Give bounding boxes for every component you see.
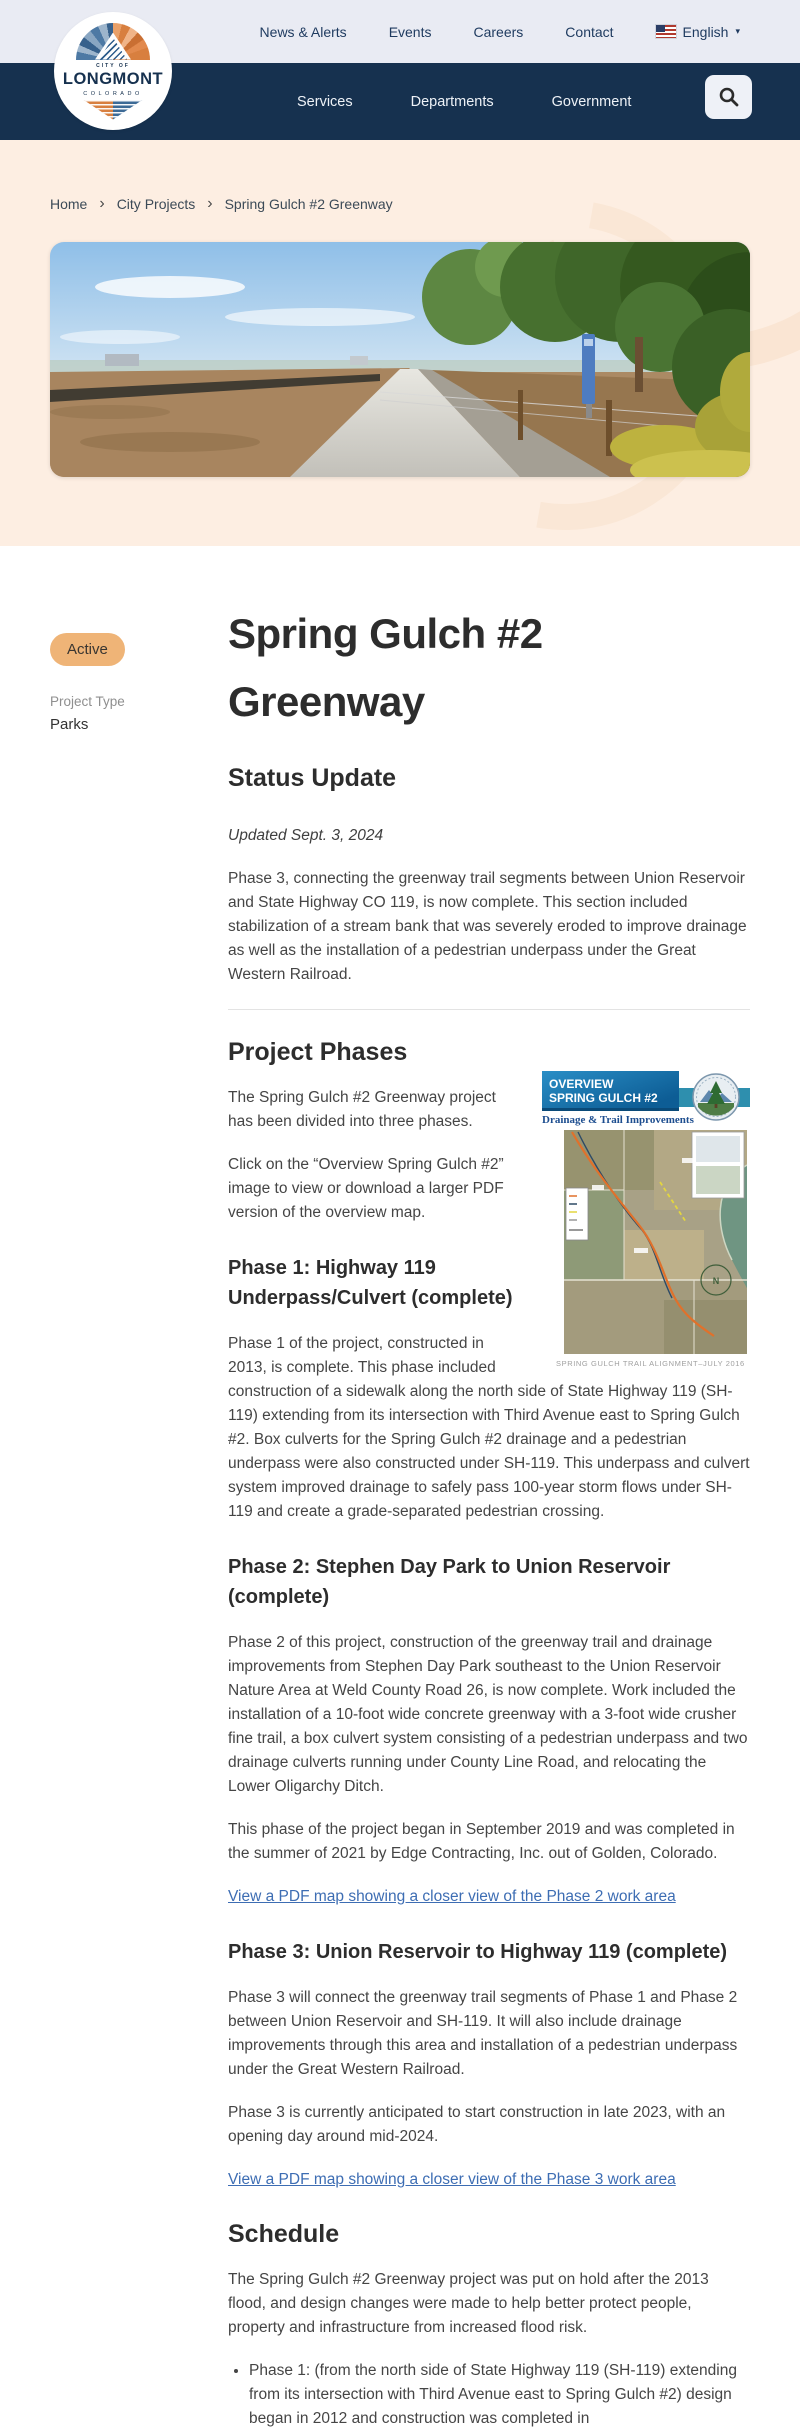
phase1-heading: Phase 1: Highway 119 Underpass/Culvert (complete) xyxy=(228,1257,513,1309)
breadcrumb-city-projects[interactable]: City Projects xyxy=(116,196,196,212)
overview-map-thumbnail[interactable] xyxy=(542,1071,750,1368)
topbar-link-contact[interactable]: Contact xyxy=(565,23,614,40)
us-flag-icon xyxy=(656,25,676,38)
phase1-body: Phase 1 of the project, constructed in 2013, is complete. This phase included construction of a sidewalk along the north side of State Highway 119 (SH-119) extending from its intersection with Third Avenue east to Spring Gulch #2. Box culverts for the Spring Gulch #2 drainage and a pedestrian underpass were also constructed under SH-119. This underpass and culvert system improved drainage to safely pass 100-year storm flows under SH-119 and create a grade-separated pedestrian crossing. xyxy=(228,1335,750,1520)
topbar-link-news-alerts[interactable]: News & Alerts xyxy=(259,23,347,40)
map-subtitle: Drainage & Trail Improvements xyxy=(542,1114,694,1126)
status-update-body: Phase 3, connecting the greenway trail segments between Union Reservoir and State Highway CO 119, is now complete. This section included stabilization of a stream bank that was severely eroded to improve drainage as well as the installation of a pedestrian underpass under the Great Western Railroad. xyxy=(228,870,747,983)
longmont-logo[interactable] xyxy=(54,12,172,130)
map-title-line2: SPRING GULCH #2 xyxy=(549,1091,658,1105)
topbar-link-events[interactable]: Events xyxy=(388,23,432,40)
map-caption: SPRING GULCH TRAIL ALIGNMENT–JULY 2016 xyxy=(556,1359,745,1368)
breadcrumb-chevron-icon xyxy=(99,196,104,212)
logo-name: LONGMONT xyxy=(62,69,164,88)
project-phases-section xyxy=(228,1037,750,2192)
breadcrumb xyxy=(50,196,750,212)
north-arrow-label: N xyxy=(712,1276,720,1286)
map-title-line1: OVERVIEW xyxy=(549,1077,614,1091)
hero-photo xyxy=(50,242,750,477)
status-update-heading: Status Update xyxy=(228,764,397,792)
nav-link-government[interactable]: Government xyxy=(551,93,632,110)
breadcrumb-chevron-icon xyxy=(207,196,212,212)
phase2-heading: Phase 2: Stephen Day Park to Union Reservoir (complete) xyxy=(228,1556,671,1608)
trail-photo-illustration xyxy=(50,242,750,477)
hero-band xyxy=(0,140,800,546)
project-phases-heading: Project Phases xyxy=(228,1038,408,1066)
language-label: English xyxy=(682,23,729,40)
project-phases-intro-1: The Spring Gulch #2 Greenway project has been divided into three phases. xyxy=(228,1089,496,1130)
schedule-item-phase1: • Phase 1: (from the north side of State Highway 119 (SH-119) extending from its intersection with Third Avenue east to Spring Gulch #2) design began in 2012 and construction was completed in xyxy=(249,2359,750,2431)
logo-waves-icon xyxy=(83,100,143,120)
phase3-body-2: Phase 3 is currently anticipated to start construction in late 2023, with an opening day around mid-2024. xyxy=(228,2104,726,2145)
phase3-pdf-link[interactable]: View a PDF map showing a closer view of the Phase 3 work area xyxy=(228,2171,676,2188)
nav-link-departments[interactable]: Departments xyxy=(410,93,494,110)
caret-down-icon xyxy=(735,27,740,36)
status-update-date: Updated Sept. 3, 2024 xyxy=(228,827,384,844)
section-divider xyxy=(228,1009,750,1010)
page-content xyxy=(0,546,800,2431)
project-type-value: Parks xyxy=(50,716,89,733)
phase2-body-1: Phase 2 of this project, construction of the greenway trail and drainage improvements from Stephen Day Park southeast to the Union Reservoir Nature Area at Weld County Road 26, is now complete. Work included the installation of a 10-foot wide concrete greenway with a 3-foot wide crusher fine trail, a box culvert system consisting of a pedestrian underpass and two drainage culverts running under County Line Road, and relocating the Lower Oligarchy Ditch. xyxy=(228,1634,748,1795)
phase3-body-1: Phase 3 will connect the greenway trail segments of Phase 1 and Phase 2 between Union Reservoir and SH-119. It will also include drainage improvements through this area and installation of a pedestrian underpass under the Great Western Railroad. xyxy=(228,1989,738,2078)
phase2-pdf-link[interactable]: View a PDF map showing a closer view of the Phase 2 work area xyxy=(228,1888,676,1905)
topbar-link-careers[interactable]: Careers xyxy=(473,23,524,40)
logo-city-of: CITY OF xyxy=(96,62,130,69)
aerial-map-image xyxy=(564,1130,747,1354)
schedule-section xyxy=(228,2219,750,2431)
phase3-heading: Phase 3: Union Reservoir to Highway 119 (complete) xyxy=(228,1941,728,1963)
page-title: Spring Gulch #2 Greenway xyxy=(228,610,543,725)
breadcrumb-current: Spring Gulch #2 Greenway xyxy=(224,196,393,212)
phase2-body-2: This phase of the project began in September 2019 and was completed in the summer of 2021 by Edge Contracting, Inc. out of Golden, Colorado. xyxy=(228,1821,735,1862)
schedule-list xyxy=(249,2359,750,2431)
project-type-label: Project Type xyxy=(50,694,125,709)
breadcrumb-home[interactable]: Home xyxy=(50,196,88,212)
city-seal-icon xyxy=(692,1073,740,1121)
project-meta-rail xyxy=(50,633,200,733)
language-selector[interactable] xyxy=(656,24,740,40)
nav-link-services[interactable]: Services xyxy=(297,93,353,110)
logo-sunburst-icon xyxy=(76,23,150,60)
project-phases-intro-2: Click on the “Overview Spring Gulch #2” image to view or download a larger PDF version of the overview map. xyxy=(228,1156,504,1221)
schedule-body: The Spring Gulch #2 Greenway project was put on hold after the 2013 flood, and design changes were made to help better protect people, property and infrastructure from increased flood risk. xyxy=(228,2271,709,2336)
schedule-heading: Schedule xyxy=(228,2220,340,2248)
logo-state: COLORADO xyxy=(83,90,143,97)
search-button[interactable] xyxy=(705,75,752,119)
search-icon xyxy=(717,85,741,109)
status-badge: Active xyxy=(50,633,125,666)
